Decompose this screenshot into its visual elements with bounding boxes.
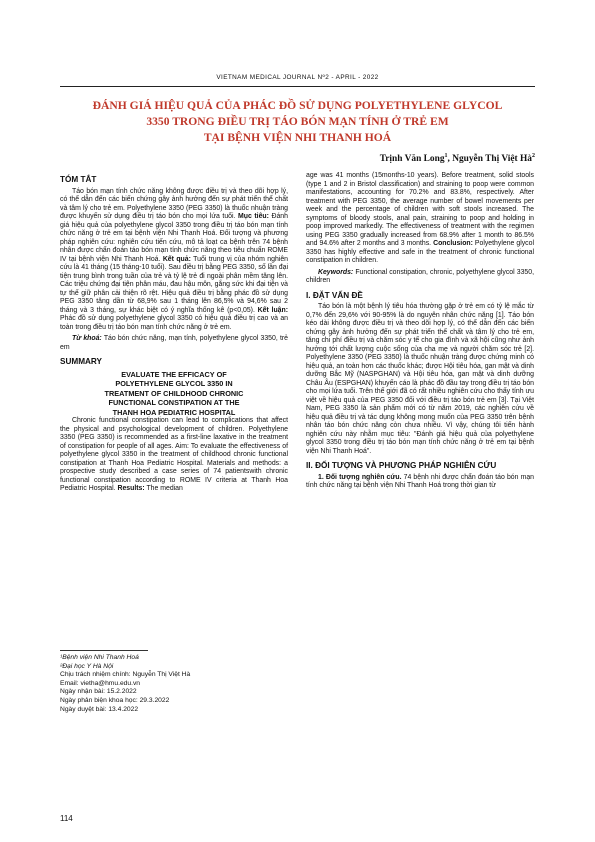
title-line: ĐÁNH GIÁ HIỆU QUẢ CỦA PHÁC ĐỒ SỬ DỤNG POLYETHYLENE GLYCOL <box>92 99 503 112</box>
abstract-vi-conclusion: Phác đồ sử dụng polyethylene glycol 3350 có hiệu quả điều trị cao và an toàn trong điều trị táo bón mạn tính chức năng ở trẻ em. <box>60 315 288 331</box>
summary-heading: SUMMARY <box>60 357 102 366</box>
left-column <box>60 172 288 494</box>
summary-results: age was 41 months (15months-10 years). Before treatment, solid stools (type 1 and 2 in Bristol classification) and straining to poop were common manifestations, accounting for 70.2% and 83.8%, respectively. After treatment with PEG 3350, the average number of bowel movements per week and the percentage of children with soft stools increased. The symptoms of bloody stools, anal pain, straining to poop and holding in poop improved markedly. The effectiveness of treatment with the regimen using PEG 3350 gradually increased from 68.9% after 1 month to 86.5% and 94.6% after 2 months and 3 months. <box>306 172 534 247</box>
abstract-vi-objective: Đánh giá hiệu quả của polyethylene glycol 3350 trong điều trị táo bón mạn tính chức năng ở trẻ em tại bệnh viện Nhi Thanh Hoá. Đối tượng và phương pháp nghiên cứu: nghiên cứu tiến cứu, mô tả loạt ca bệnh trên 74 bệnh nhân được chẩn đoán táo bón mạn tính chức năng theo tiêu chuẩn ROME IV tại bệnh viện Nhi Thanh Hoá. <box>60 213 288 263</box>
abstract-vi-text <box>60 188 288 333</box>
article-title <box>60 98 535 146</box>
affiliation-2: ²Đại học Y Hà Nội <box>60 662 114 670</box>
abstract-vi-results: Tuổi trung vị của nhóm nghiên cứu là 41 tháng (15 tháng-10 tuổi). Sau điều trị bằng PEG 3350, số lần đại tiện trung bình trong tuần của trẻ và tỷ lệ trẻ đi ngoài phân mềm tăng lên. Các triệu chứng đại tiện phân máu, đau hậu môn, gắng sức khi đại tiện và tự thế giữ phân cải thiện rõ rệt. Hiệu quả điều trị bằng phác đồ sử dụng PEG 3350 tăng dần từ 68,9% sau 1 tháng lên 86,5% và 94,6% sau 2 tháng và 3 tháng, sự khác biệt có ý nghĩa thống kê (p<0,05). <box>60 255 288 314</box>
author-affiliation-mark: 1 <box>444 153 448 159</box>
summary-body: Chronic functional constipation can lead to complications that affect the physical and psychological development of children. Polyethylene 3350 (PEG 3350) is recommended as a first-line laxative in the treatment of constipation for people of all ages. Aim: To evaluate the effectiveness of polyethylene glycol 3350 in the treatment of childhood chronic functional constipation at Thanh Hoa Pediatric Hospital. Materials and methods: a prospective study described a case series of 74 patientswith chronic functional constipation according to ROME IV criteria at Thanh Hoa Pediatric Hospital. <box>60 417 288 493</box>
subsection-heading: 1. Đối tượng nghiên cứu. <box>318 473 402 481</box>
summary-title-line: POLYETHYLENE GLYCOL 3350 IN <box>115 379 233 389</box>
summary-title-line: THANH HOA PEDIATRIC HOSPITAL <box>112 407 236 417</box>
affiliation-1: ¹Bệnh viện Nhi Thanh Hoá <box>60 654 139 661</box>
section-2-text <box>306 474 534 491</box>
summary-title-line: FUNCTIONAL CONSTIPATION AT THE <box>108 398 240 408</box>
title-line: TẠI BỆNH VIỆN NHI THANH HOÁ <box>203 131 392 144</box>
section-2-heading: II. ĐỐI TƯỢNG VÀ PHƯƠNG PHÁP NGHIÊN CỨU <box>306 461 497 470</box>
page-number: 114 <box>60 814 73 823</box>
date-accepted: Ngày duyệt bài: 13.4.2022 <box>60 705 139 713</box>
keywords-en-label: Keywords: <box>318 268 354 276</box>
date-reviewed: Ngày phản biện khoa học: 29.3.2022 <box>60 696 170 704</box>
abstract-vi-label: Mục tiêu: <box>238 213 269 220</box>
summary-text <box>60 417 288 494</box>
running-header: VIETNAM MEDICAL JOURNAL Nº2 - APRIL - 2022 <box>216 74 379 81</box>
subsection-text: 74 bệnh nhi được chẩn đoán táo bón mạn tính chức năng tại bệnh viện Nhi Thanh Hoá trong thời gian từ <box>306 473 535 489</box>
author-name: Nguyễn Thị Việt Hà <box>452 154 532 165</box>
keywords-en <box>306 269 534 286</box>
author-name: Trịnh Văn Long <box>379 154 445 165</box>
summary-title <box>60 370 288 418</box>
contact-email: Email: vietha@hmu.edu.vn <box>60 679 141 687</box>
keywords-vi <box>60 335 288 352</box>
abstract-vi-heading: TÓM TẮT <box>60 175 97 184</box>
footnote-rule <box>60 650 148 651</box>
summary-conclusion: Polyethylene glycol 3350 has highly effective and safe in the treatment of chronic functional constipation in children. <box>306 240 534 264</box>
summary-title-line: TREATMENT OF CHILDHOOD CHRONIC <box>104 388 244 398</box>
abstract-vi-intro: Táo bón mạn tính chức năng không được điều trị và theo dõi hợp lý, có thể dẫn đến các biến chứng gây ảnh hưởng đến sự phát triển thể chất và tâm lý cho trẻ em. Polyethylene 3350 (PEG 3350) là thuốc nhuận tràng được khuyến sử dụng điều trị táo bón cho mọi lứa tuổi. <box>60 187 288 220</box>
abstract-vi-label: Kết luận: <box>257 306 288 314</box>
right-column <box>306 172 534 491</box>
section-1-text: Táo bón là một bệnh lý tiêu hóa thường gặp ở trẻ em có tỷ lệ mắc từ 0,7% đến 29,6% với 90-95% là do nguyên nhân chức năng [1]. Táo bón kéo dài không được điều trị và theo dõi hợp lý, có thể dẫn đến các biến chứng gây ảnh hưởng đến sự phát triển thể chất và tâm lý cho trẻ em, tăng chi phí điều trị và chăm sóc y tế cho gia đình và xã hội cũng như ảnh hưởng tới chất lượng cuộc sống của cha mẹ và người chăm sóc trẻ [2]. Polyethylene 3350 (PEG 3350) là thuốc nhuận tràng được chứng minh có hiệu quả, an toàn hơn các thuốc khác; được Hội tiêu hóa, gan mật và dinh dưỡng Bắc Mỹ (NASPGHAN) và Hội tiêu hóa, gan mật và dinh dưỡng Châu Âu (ESPGHAN) khuyến cáo là phác đồ đầu tay trong điều trị táo bón cho mọi lứa tuổi. Trên thế giới đã có rất nhiều nghiên cứu cho thấy tính ưu việt về hiệu quả của PEG 3350 đối với điều trị táo bón trẻ em [3]. Tại Việt Nam, PEG 3350 là sản phẩm mới có từ năm 2019, các nghiên cứu về hiệu quả điều trị và tác dụng không mong muốn của PEG 3350 trên bệnh nhân táo bón chức năng còn chưa nhiều. Vì vậy, chúng tôi tiến hành nghiên cứu này nhằm mục tiêu: "Đánh giá hiệu quả của polyethylene glycol 3350 trong điều trị táo bón mạn tính chức năng ở trẻ em tại bệnh viện Nhi Thanh Hoá". <box>306 303 534 455</box>
summary-body-cont: The median <box>146 485 183 493</box>
keywords-vi-text: Táo bón chức năng, mạn tính, polyethylene glycol 3350, trẻ em <box>60 335 289 351</box>
header-rule <box>60 86 535 87</box>
corresponding-author: Chịu trách nhiệm chính: Nguyễn Thị Việt Hà <box>60 671 191 679</box>
keywords-en-text: Functional constipation, chronic, polyethylene glycol 3350, children <box>306 268 535 284</box>
summary-label: Results: <box>117 485 145 493</box>
date-received: Ngày nhận bài: 15.2.2022 <box>60 688 137 696</box>
author-list: Trịnh Văn Long$^1$, Nguyễn Thị Việt $Hà^2$ <box>379 153 535 165</box>
abstract-vi-label: Kết quả: <box>162 255 191 263</box>
keywords-vi-label: Từ khoá: <box>72 335 102 342</box>
summary-title-line: EVALUATE THE EFFICACY OF <box>121 369 227 379</box>
section-1-heading: I. ĐẶT VẤN ĐỀ <box>306 290 363 300</box>
footnotes <box>60 650 288 714</box>
author-affiliation-mark: 2 <box>532 153 535 159</box>
summary-label: Conclusion: <box>433 240 473 247</box>
title-line: 3350 TRONG ĐIỀU TRỊ TÁO BÓN MẠN TÍNH Ở TRẺ EM <box>146 115 449 128</box>
summary-continued <box>306 172 534 266</box>
